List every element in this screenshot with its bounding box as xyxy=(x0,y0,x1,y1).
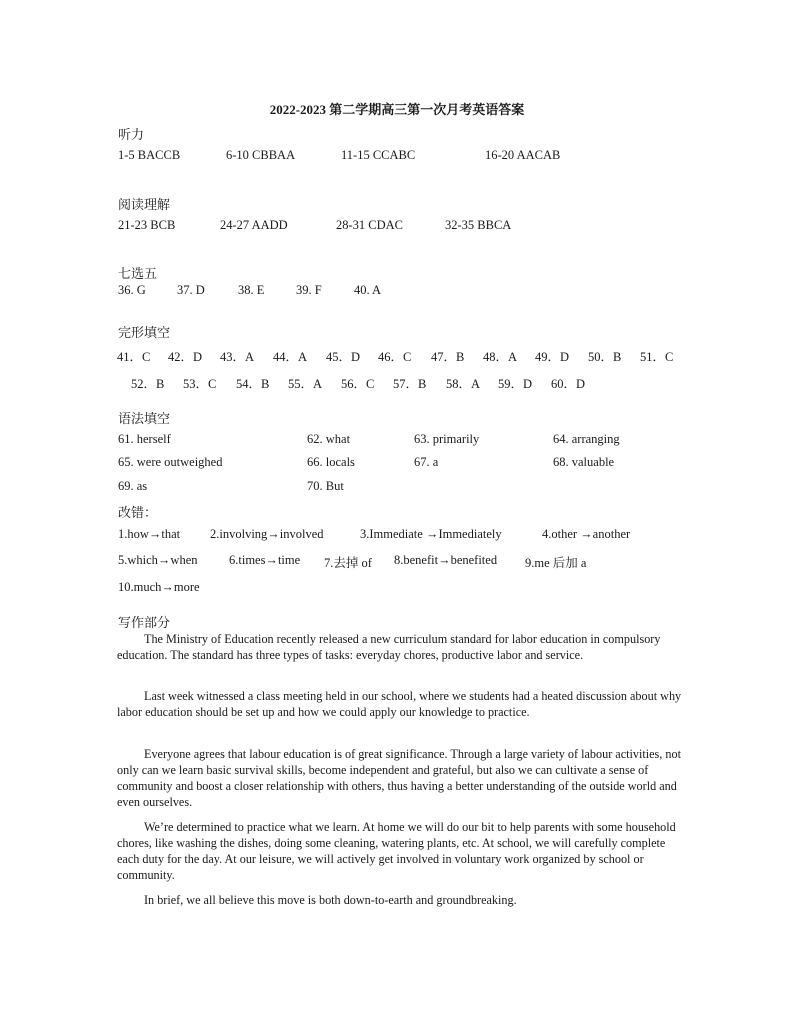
answer-item: 49．D xyxy=(535,350,570,364)
answer-item: 67. a xyxy=(414,455,439,469)
section-heading-cloze: 完形填空 xyxy=(118,326,171,341)
correction-item: 5.which→when xyxy=(118,553,198,567)
answer-item: 69. as xyxy=(118,479,148,493)
answer-item: 40. A xyxy=(354,283,382,297)
answer-item: 44．A xyxy=(273,350,308,364)
answer-item: 48．A xyxy=(483,350,518,364)
correction-item: 1.how→that xyxy=(118,527,181,541)
answer-item: 58．A xyxy=(446,377,481,391)
answer-group: 16-20 AACAB xyxy=(485,148,561,162)
correction-item: 9.me 后加 a xyxy=(525,556,587,570)
correction-item: 3.Immediate →Immediately xyxy=(360,527,502,541)
section-heading-grammar: 语法填空 xyxy=(118,412,171,427)
essay-paragraph: Everyone agrees that labour education is of great significance. Through a large variety of labour activities, not only can we learn basic survival skills, become independent and grateful, but also we can cultivate a sense of community and boost a closer relationship with others, thus having a better understanding of the outside world and even ourselves. xyxy=(117,747,681,809)
correction-item: 6.times→time xyxy=(229,553,301,567)
section-heading-listening: 听力 xyxy=(118,128,145,143)
answer-item: 52．B xyxy=(131,377,165,391)
answer-item: 51．C xyxy=(640,350,674,364)
answer-item: 42．D xyxy=(168,350,203,364)
section-heading-reading: 阅读理解 xyxy=(118,198,171,213)
answer-item: 47．B xyxy=(431,350,465,364)
answer-item: 65. were outweighed xyxy=(118,455,223,469)
answer-item: 59．D xyxy=(498,377,533,391)
answer-item: 53．C xyxy=(183,377,217,391)
answer-item: 60．D xyxy=(551,377,586,391)
answer-item: 56．C xyxy=(341,377,375,391)
answer-group: 6-10 CBBAA xyxy=(226,148,296,162)
essay-paragraph: We’re determined to practice what we learn. At home we will do our bit to help parents with some household chores, like washing the dishes, doing some cleaning, watering plants, etc. At school, we will carefully complete each duty for the day. At our leisure, we will actively get involved in voluntary work organized by school or community. xyxy=(117,820,676,882)
section-heading-seven-five: 七选五 xyxy=(118,267,158,282)
answer-item: 46．C xyxy=(378,350,412,364)
answer-item: 61. herself xyxy=(118,432,171,446)
correction-item: 8.benefit→benefited xyxy=(394,553,498,567)
answer-group: 11-15 CCABC xyxy=(341,148,416,162)
answer-group: 1-5 BACCB xyxy=(118,148,181,162)
answer-group: 24-27 AADD xyxy=(220,218,288,232)
answer-item: 54．B xyxy=(236,377,270,391)
answer-item: 55．A xyxy=(288,377,323,391)
answer-item: 57．B xyxy=(393,377,427,391)
correction-item: 2.involving→involved xyxy=(210,527,324,541)
correction-item: 4.other →another xyxy=(542,527,631,541)
answer-item: 70. But xyxy=(307,479,344,493)
answer-item: 62. what xyxy=(307,432,351,446)
answer-item: 36. G xyxy=(118,283,146,297)
answer-item: 43．A xyxy=(220,350,255,364)
answer-group: 32-35 BBCA xyxy=(445,218,512,232)
answer-item: 66. locals xyxy=(307,455,355,469)
section-heading-writing: 写作部分 xyxy=(118,616,171,631)
answer-item: 64. arranging xyxy=(553,432,620,446)
section-heading-correction: 改错： xyxy=(118,506,158,521)
answer-item: 50．B xyxy=(588,350,622,364)
essay-paragraph: In brief, we all believe this move is both down-to-earth and groundbreaking. xyxy=(144,893,517,907)
answer-item: 63. primarily xyxy=(414,432,480,446)
answer-item: 45．D xyxy=(326,350,361,364)
answer-item: 37. D xyxy=(177,283,205,297)
correction-item: 10.much→more xyxy=(118,580,200,594)
answer-item: 38. E xyxy=(238,283,265,297)
answer-item: 39. F xyxy=(296,283,322,297)
essay-paragraph: The Ministry of Education recently released a new curriculum standard for labor education in compulsory education. The standard has three types of tasks: everyday chores, productive labor and service. xyxy=(117,632,661,662)
correction-item: 7.去掉 of xyxy=(324,556,372,570)
answer-group: 28-31 CDAC xyxy=(336,218,404,232)
answer-group: 21-23 BCB xyxy=(118,218,176,232)
essay-paragraph: Last week witnessed a class meeting held in our school, where we students had a heated discussion about why labor education should be set up and how we could apply our knowledge to practice. xyxy=(117,689,682,719)
page-title: 2022-2023 第二学期高三第一次月考英语答案 xyxy=(269,102,525,117)
answer-item: 41．C xyxy=(117,350,151,364)
answer-item: 68. valuable xyxy=(553,455,615,469)
